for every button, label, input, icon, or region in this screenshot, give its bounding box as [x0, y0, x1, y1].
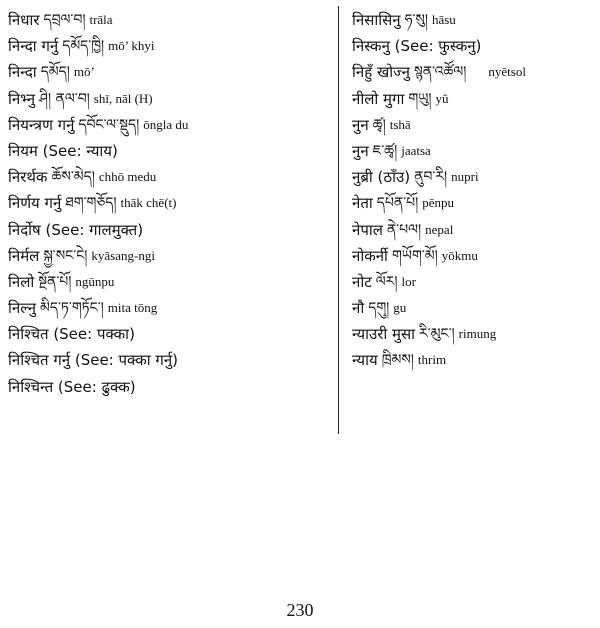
nepali-headword: नोकर्नी — [352, 246, 388, 265]
dictionary-entry — [352, 138, 592, 164]
nepali-headword: निश्चिन्त (See: ढुक्क) — [8, 377, 136, 396]
nepali-headword: नुन — [352, 115, 369, 134]
nepali-headword: निसासिनु — [352, 11, 401, 29]
nepali-headword: निर्मल — [8, 246, 40, 265]
dictionary-entry — [352, 347, 592, 373]
dictionary-entry — [8, 59, 330, 85]
nepali-headword: निन्दा गर्नु — [8, 37, 59, 56]
dictionary-entry — [8, 374, 330, 400]
left-column — [8, 7, 330, 400]
nepali-headword: निर्णय गर्नु — [8, 194, 62, 213]
tibetan-word: དམོད། — [40, 64, 70, 81]
dictionary-entry — [8, 33, 330, 59]
tibetan-word: ལོར། — [375, 273, 398, 290]
dictionary-entry — [8, 217, 330, 243]
tibetan-word: ཇ་ཚྭ། — [372, 142, 398, 159]
tibetan-word: ཚྭ། — [372, 116, 386, 133]
dictionary-entry — [8, 190, 330, 216]
romanized-pronunciation: trāla — [89, 12, 113, 27]
dictionary-entry — [8, 7, 330, 33]
tibetan-word: དབྲལ་བ། — [43, 12, 86, 28]
nepali-headword: न्याउरी मुसा — [352, 325, 416, 344]
dictionary-entry — [8, 347, 330, 373]
romanized-pronunciation: kyāsang-ngi — [91, 247, 155, 263]
nepali-headword: निर्दोष (See: गालमुक्त) — [8, 220, 144, 239]
romanized-pronunciation: mō’ — [73, 64, 95, 80]
nepali-headword: नेपाल — [352, 220, 383, 239]
tibetan-word: དགུ། — [368, 300, 390, 317]
romanized-pronunciation: nepal — [425, 221, 454, 237]
romanized-pronunciation: thrim — [417, 352, 447, 368]
nepali-headword: निहुँ खोज्नु — [352, 63, 411, 82]
nepali-headword: नौ — [352, 299, 365, 318]
romanized-pronunciation: nyētsol — [488, 64, 526, 80]
romanized-pronunciation: nupri — [451, 169, 479, 185]
romanized-pronunciation: mō’ khyi — [108, 38, 155, 54]
tibetan-word: གཡོག་མོ། — [391, 247, 438, 264]
nepali-headword: नीलो मुगा — [352, 89, 405, 108]
dictionary-entry — [8, 138, 330, 164]
nepali-headword: निश्चित गर्नु (See: पक्का गर्नु) — [8, 351, 178, 370]
nepali-headword: नोट — [352, 272, 372, 291]
page-number: 230 — [286, 600, 314, 620]
dictionary-entry — [8, 269, 330, 295]
tibetan-word: སྔོན་པོ། — [38, 273, 72, 290]
romanized-pronunciation: tshā — [389, 116, 411, 132]
romanized-pronunciation: jaatsa — [401, 142, 431, 158]
tibetan-word: སྙན་འཚོལ། — [414, 64, 467, 81]
romanized-pronunciation: ngūnpu — [75, 273, 115, 289]
dictionary-entry — [352, 59, 592, 85]
dictionary-entry — [8, 295, 330, 321]
nepali-headword: नुब्री (ठाँउ) — [352, 168, 411, 187]
tibetan-word: མིད་ཏ་གཏོང་། — [40, 300, 104, 317]
tibetan-word: རི་མུང་། — [419, 326, 455, 343]
romanized-pronunciation: gu — [393, 300, 407, 316]
dictionary-entry — [8, 164, 330, 190]
tibetan-word: ཤི། ནལ་བ། — [39, 90, 90, 107]
right-column — [352, 7, 592, 374]
dictionary-entry — [8, 243, 330, 269]
nepali-headword: निलो — [8, 272, 35, 291]
romanized-pronunciation: yû — [435, 90, 449, 106]
dictionary-entry — [352, 269, 592, 295]
dictionary-entry — [352, 164, 592, 190]
dictionary-entry — [352, 243, 592, 269]
tibetan-word: ཆོས་མེད། — [51, 169, 95, 186]
tibetan-word: དབོང་ལ་སྡུད། — [78, 116, 140, 133]
romanized-pronunciation: shī, nāl (H) — [93, 90, 153, 106]
nepali-headword: नियन्त्रण गर्नु — [8, 115, 75, 134]
nepali-headword: न्याय — [352, 351, 378, 370]
dictionary-entry — [352, 190, 592, 216]
nepali-headword: नेता — [352, 194, 373, 213]
romanized-pronunciation: mita tōng — [107, 300, 158, 316]
romanized-pronunciation: thāk chē(t) — [120, 195, 177, 211]
romanized-pronunciation: lor — [401, 273, 416, 289]
nepali-headword: नियम (See: न्याय) — [8, 141, 118, 160]
tibetan-word: གཡུ། — [408, 90, 432, 107]
nepali-headword: नुन — [352, 141, 369, 160]
dictionary-entry — [8, 86, 330, 112]
nepali-headword: निस्कनु (See: फुस्कनु) — [352, 37, 482, 56]
nepali-headword: निश्चित (See: पक्का) — [8, 325, 135, 344]
dictionary-entry — [8, 112, 330, 138]
dictionary-entry — [352, 295, 592, 321]
nepali-headword: निरर्थक — [8, 168, 48, 187]
tibetan-word: ཁྲིམས། — [381, 352, 414, 369]
romanized-pronunciation: hāsu — [431, 12, 456, 27]
romanized-pronunciation: chhō medu — [98, 169, 157, 185]
romanized-pronunciation: ōngla du — [143, 116, 189, 132]
nepali-headword: निल्नु — [8, 299, 37, 318]
tibetan-word: སྐྱ་སང་ངེ། — [43, 247, 88, 264]
dictionary-entry — [352, 112, 592, 138]
tibetan-word: དམོད་ཁྱི། — [62, 38, 105, 55]
tibetan-word: ནེ་པལ། — [386, 221, 422, 238]
romanized-pronunciation: rimung — [458, 326, 497, 342]
dictionary-entry — [352, 86, 592, 112]
dictionary-entry — [352, 7, 592, 33]
tibetan-word: དཔོན་པོ། — [376, 195, 419, 212]
dictionary-entry — [352, 217, 592, 243]
nepali-headword: निधार — [8, 11, 40, 29]
dictionary-entry — [352, 33, 592, 59]
nepali-headword: निभ्नु — [8, 89, 36, 108]
tibetan-word: ཐག་གཅོད། — [65, 195, 117, 212]
dictionary-entry — [8, 321, 330, 347]
romanized-pronunciation: yōkmu — [441, 247, 478, 263]
tibetan-word: ཧ་སུ། — [404, 12, 428, 28]
romanized-pronunciation: pēnpu — [422, 195, 454, 211]
nepali-headword: निन्दा — [8, 63, 37, 82]
dictionary-entry — [352, 321, 592, 347]
tibetan-word: ནུབ་རི། — [414, 169, 448, 186]
column-divider — [338, 6, 339, 434]
